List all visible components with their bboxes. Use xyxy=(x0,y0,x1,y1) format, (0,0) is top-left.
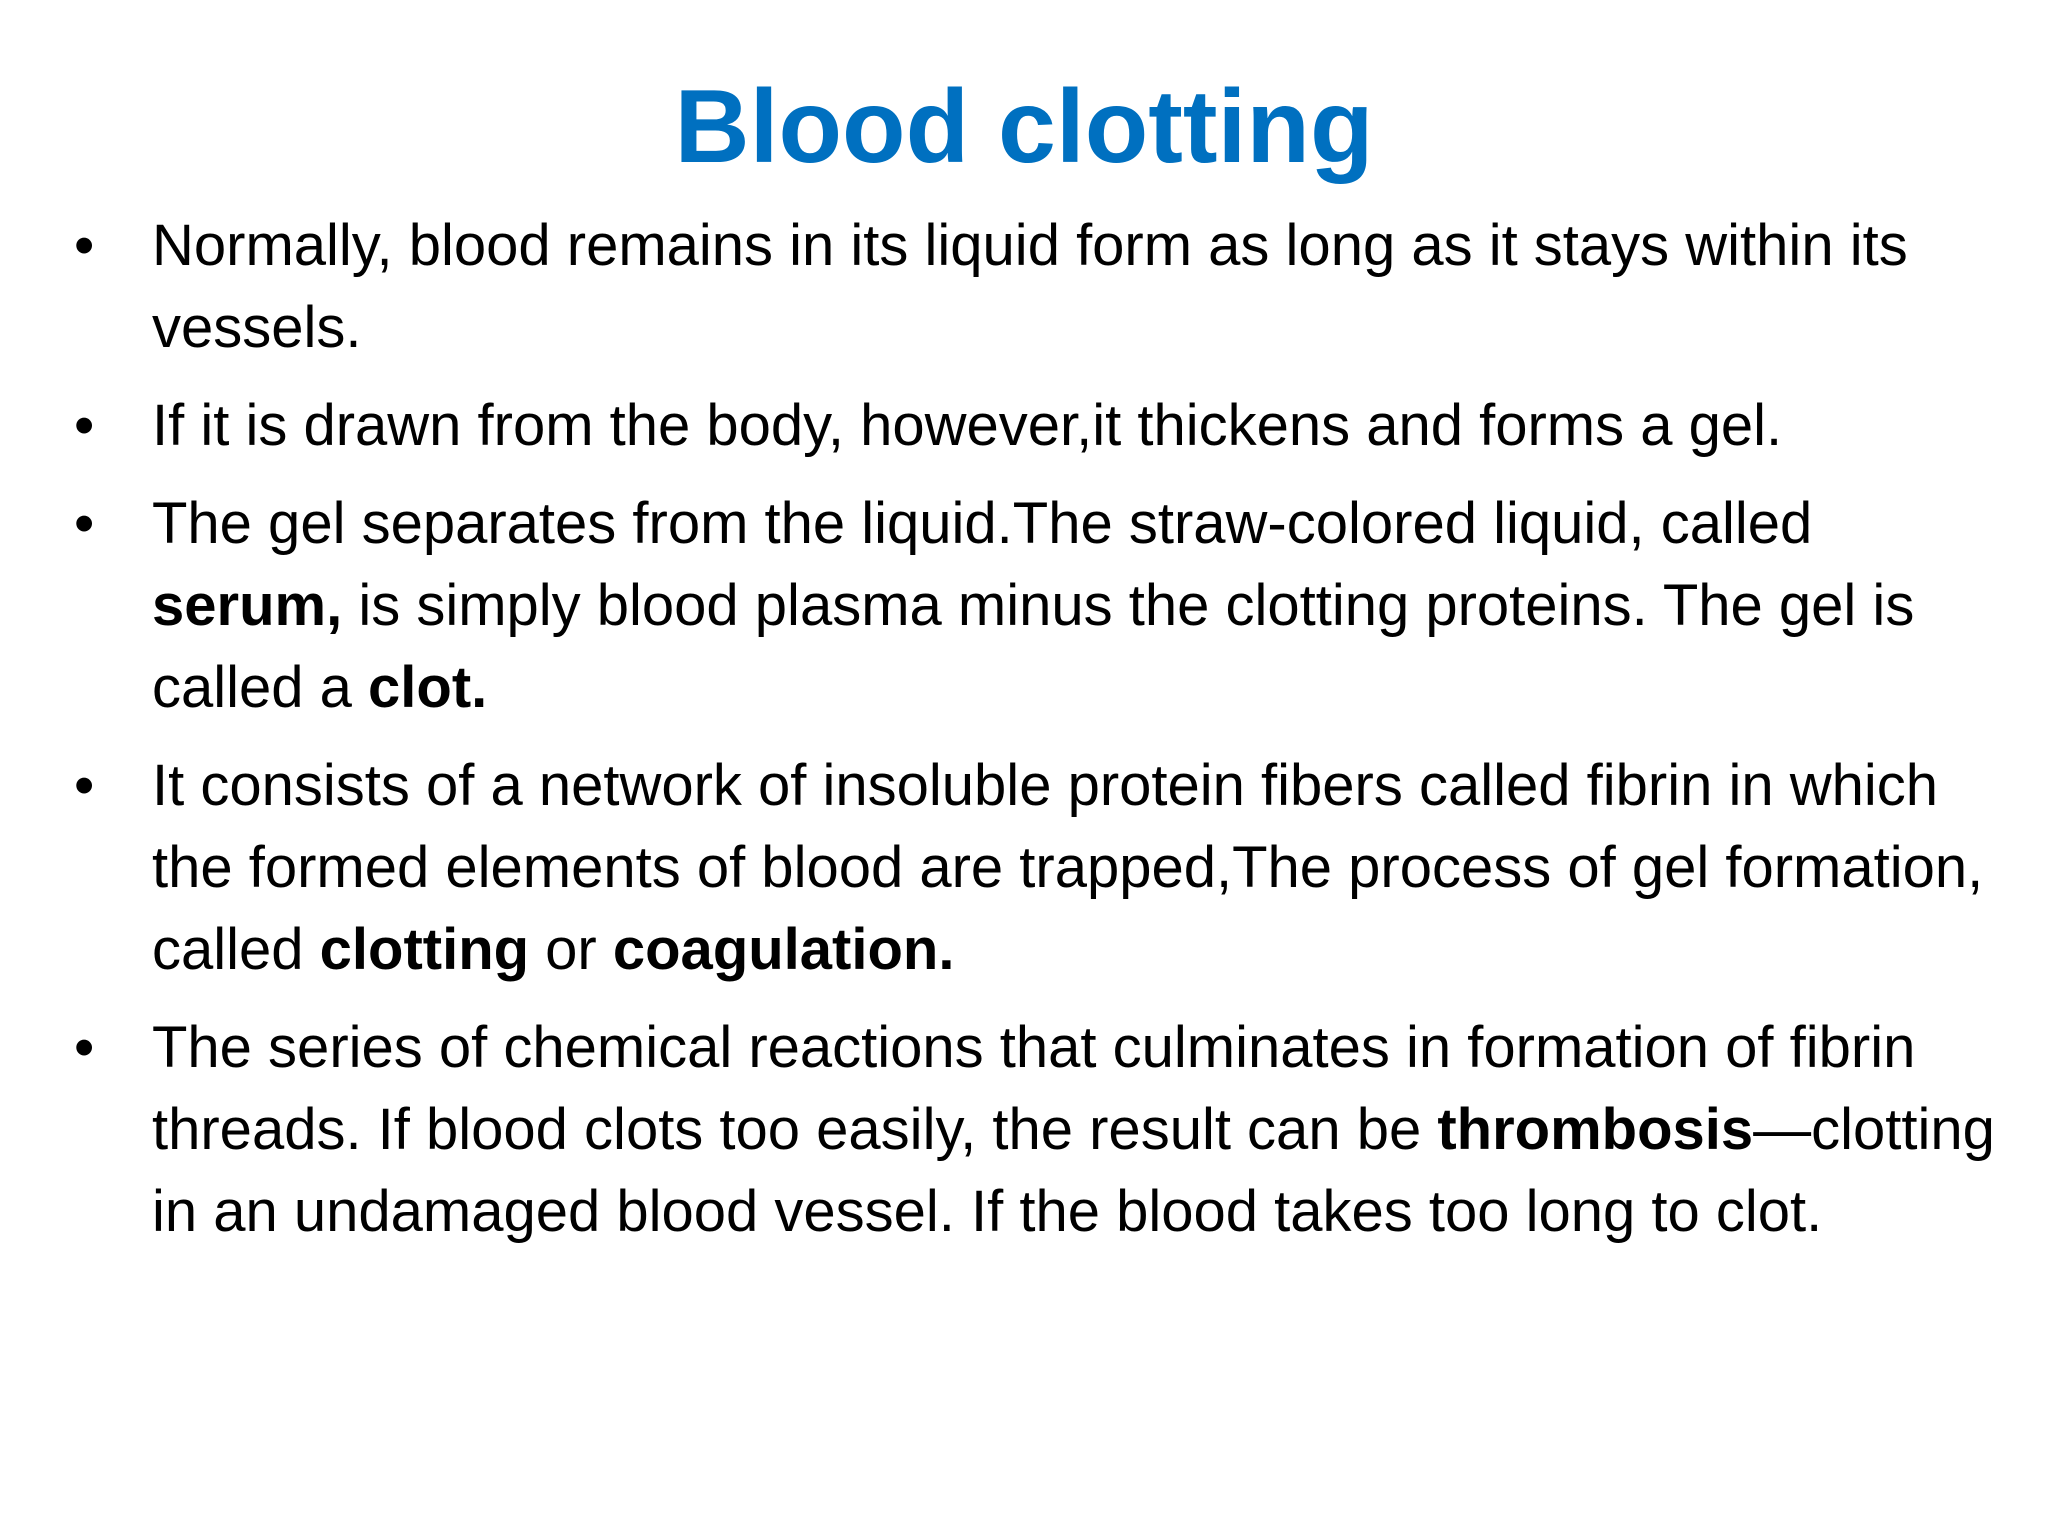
bullet-icon: • xyxy=(74,393,95,458)
bullet-text xyxy=(152,491,1914,720)
bullet-text xyxy=(152,1015,1995,1244)
text-segment: —clotting in an undamaged blood vessel. If the blood takes too long to clot. xyxy=(152,1097,1995,1244)
slide-title: Blood clotting xyxy=(674,69,1374,185)
bullet-list xyxy=(72,205,2012,1269)
text-segment: or xyxy=(529,917,613,982)
bullet-icon: • xyxy=(74,213,95,278)
bold-term-clotting: clotting xyxy=(319,917,530,982)
bullet-item xyxy=(72,745,2012,991)
text-segment: The series of chemical reactions that culminates in formation of fibrin threads. If blood clots too easily, the result can be xyxy=(152,1015,1916,1162)
bullet-text xyxy=(152,753,1983,982)
bold-term-coagulation: coagulation. xyxy=(612,917,955,982)
bullet-item xyxy=(72,205,2012,369)
text-segment: is simply blood plasma minus the clotting proteins. The gel is called a xyxy=(152,573,1915,720)
bullet-icon: • xyxy=(74,753,95,818)
bold-term-clot: clot. xyxy=(368,655,488,720)
bullet-item xyxy=(72,1007,2012,1253)
bullet-item xyxy=(72,385,2012,467)
bold-term-serum: serum, xyxy=(152,573,343,638)
bold-term-thrombosis: thrombosis xyxy=(1437,1097,1754,1162)
bullet-icon: • xyxy=(74,491,95,556)
text-segment: If it is drawn from the body, however,it thickens and forms a gel. xyxy=(152,393,1783,458)
text-segment: It consists of a network of insoluble protein fibers called fibrin in which the formed elements of blood are trapped,The process of gel formation, called xyxy=(152,753,1984,982)
bullet-text xyxy=(152,213,1908,360)
bullet-text xyxy=(152,393,1782,458)
bullet-icon: • xyxy=(74,1015,95,1080)
bullet-item xyxy=(72,483,2012,729)
text-segment: The gel separates from the liquid.The straw-colored liquid, called xyxy=(152,491,1813,556)
text-segment: Normally, blood remains in its liquid form as long as it stays within its vessels. xyxy=(152,213,1908,360)
